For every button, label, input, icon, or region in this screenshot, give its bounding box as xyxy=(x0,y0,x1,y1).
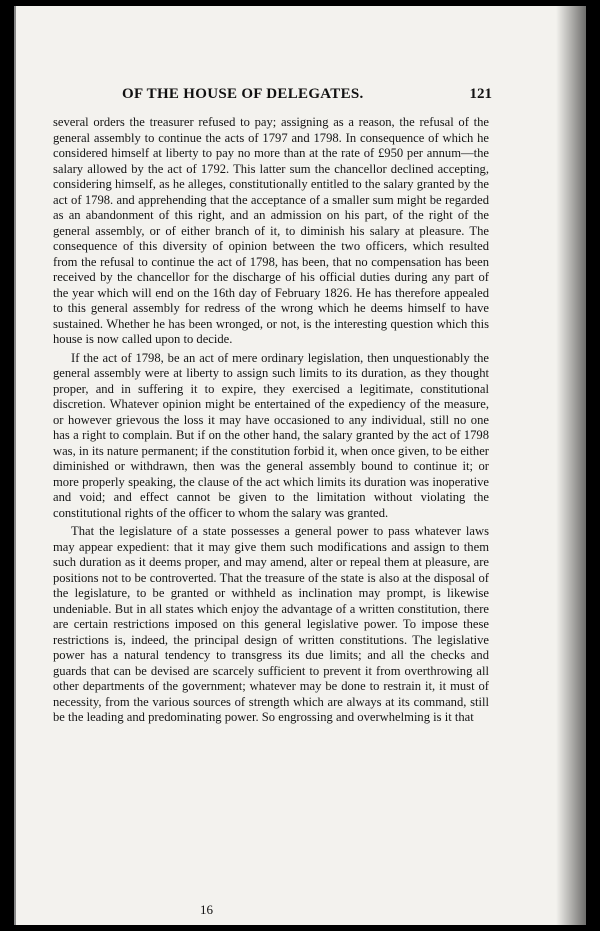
paragraph-1: several orders the treasurer refused to pay; assigning as a reason, the refusal of the general assembly to continue the acts of 1797 and 1798. In consequence of which he considered himself at liberty to pay no more than at the rate of £950 per annum—the salary allowed by the act of 1792. This latter sum the chancellor declined accepting, considering himself, as he alleges, constitutionally entitled to the salary granted by the act of 1798. and apprehending that the acceptance of a smaller sum might be regarded as an abandonment of this right, and an admission on his part, of the right of the general assembly, or of either branch of it, to diminish his salary at pleasure. The consequence of this diversity of opinion between the two officers, which resulted from the refusal to continue the act of 1798, has been, that no compensation has been received by the chancellor for the discharge of his official duties during any part of the year which will end on the 16th day of February 1826. He has therefore appealed to this general assembly for redress of the wrong which he deems himself to have sustained. Whether he has been wronged, or not, is the interesting question which this house is now called upon to decide. xyxy=(53,115,489,346)
paragraph-2: If the act of 1798, be an act of mere ordinary legislation, then unquestionably the general assembly were at liberty to assign such limits to its duration, as they thought proper, and in suffering it to expire, they exercised a legitimate, constitutional discretion. Whatever opinion might be entertained of the expediency of the measure, or however grievous the loss it may have occasioned to any individual, still no one has a right to complain. But if on the other hand, the salary granted by the act of 1798 was, in its nature permanent; if the constitution forbid it, when once given, to be either diminished or withdrawn, then was the general assembly bound to continue it; or more properly speaking, the clause of the act which limits its duration was inoperative and void; and effect cannot be given to the limitation without violating the constitutional rights of the officer to whom the salary was granted. xyxy=(53,350,489,520)
paragraph-3: That the legislature of a state possesses a general power to pass whatever laws may appear expedient: that it may give them such modifications and assign to them such duration as it deems proper, and may amend, alter or repeal them at pleasure, are positions not to be controverted. That the treasure of the state is also at the disposal of the legislature, to be granted or withheld as inclination may prompt, is likewise undeniable. But in all states which enjoy the advantage of a written constitution, there are certain restrictions imposed on this general legislative power. To impose these restrictions is, indeed, the principal design of written constitutions. The legislative power has a natural tendency to transgress its due limits; and all the checks and guards that can be devised are scarcely sufficient to prevent it from overthrowing all other departments of the government; whatever may be done to restrain it, it must of necessity, from the various sources of strength which are always at its command, still be the leading and predominating power. So engrossing and overwhelming is it that xyxy=(53,524,489,724)
page-edge-shadow xyxy=(556,6,586,925)
body-text xyxy=(53,115,489,729)
signature-mark: 16 xyxy=(200,902,213,917)
page-header xyxy=(122,86,492,106)
page-number: 121 xyxy=(469,86,492,102)
running-title: OF THE HOUSE OF DELEGATES. xyxy=(122,86,364,102)
